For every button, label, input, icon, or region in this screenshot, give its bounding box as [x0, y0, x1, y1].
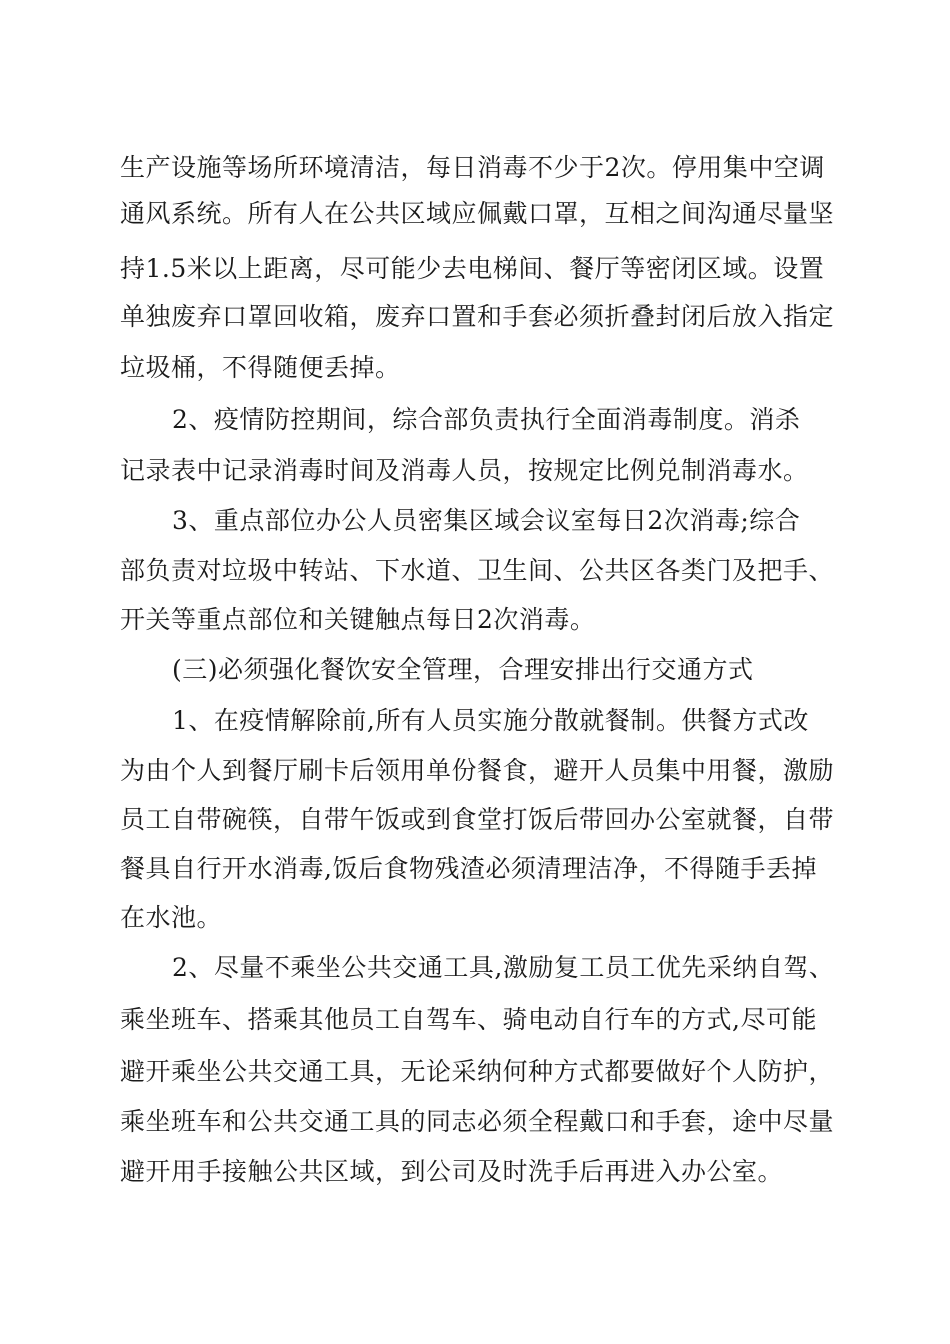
paragraph-item-2: 2、尽量不乘坐公共交通工具,激励复工员工优先采纳自驾、 — [172, 953, 835, 982]
paragraph-item-2: 2、疫情防控期间，综合部负责执行全面消毒制度。消杀 — [172, 405, 801, 434]
text-line: 乘坐班车、搭乘其他员工自驾车、骑电动自行车的方式,尽可能 — [120, 1005, 817, 1034]
text-line: 为由个人到餐厅刷卡后领用单份餐食，避开人员集中用餐，激励 — [120, 756, 835, 785]
text-line: 部负责对垃圾中转站、下水道、卫生间、公共区各类门及把手、 — [120, 556, 835, 585]
text-line: 避开乘坐公共交通工具，无论采纳何种方式都要做好个人防护， — [120, 1057, 835, 1086]
text-line: 垃圾桶，不得随便丢掉。 — [120, 353, 401, 382]
text-line: 员工自带碗筷，自带午饭或到食堂打饭后带回办公室就餐，自带 — [120, 805, 835, 834]
text-line: 餐具自行开水消毒,饭后食物残渣必须清理洁净，不得随手丢掉 — [120, 854, 817, 883]
text-line: 乘坐班车和公共交通工具的同志必须全程戴口和手套，途中尽量 — [120, 1107, 835, 1136]
text-line: 记录表中记录消毒时间及消毒人员，按规定比例兑制消毒水。 — [120, 456, 809, 485]
text-line: 在水池。 — [120, 903, 223, 932]
text-line: 通风系统。所有人在公共区域应佩戴口罩，互相之间沟通尽量坚 — [120, 199, 835, 228]
text-line: 避开用手接触公共区域，到公司及时洗手后再进入办公室。 — [120, 1157, 784, 1186]
section-heading: (三)必须强化餐饮安全管理，合理安排出行交通方式 — [172, 655, 754, 684]
paragraph-item-1: 1、在疫情解除前,所有人员实施分散就餐制。供餐方式改 — [172, 706, 809, 735]
text-line: 持1.5米以上距离，尽可能少去电梯间、餐厅等密闭区域。设置 — [120, 254, 825, 283]
paragraph-item-3: 3、重点部位办公人员密集区域会议室每日2次消毒;综合 — [172, 506, 801, 535]
text-line: 生产设施等场所环境清洁，每日消毒不少于2次。停用集中空调 — [120, 153, 825, 182]
text-line: 开关等重点部位和关键触点每日2次消毒。 — [120, 605, 596, 634]
text-line: 单独废弃口罩回收箱，废弃口置和手套必须折叠封闭后放入指定 — [120, 302, 835, 331]
